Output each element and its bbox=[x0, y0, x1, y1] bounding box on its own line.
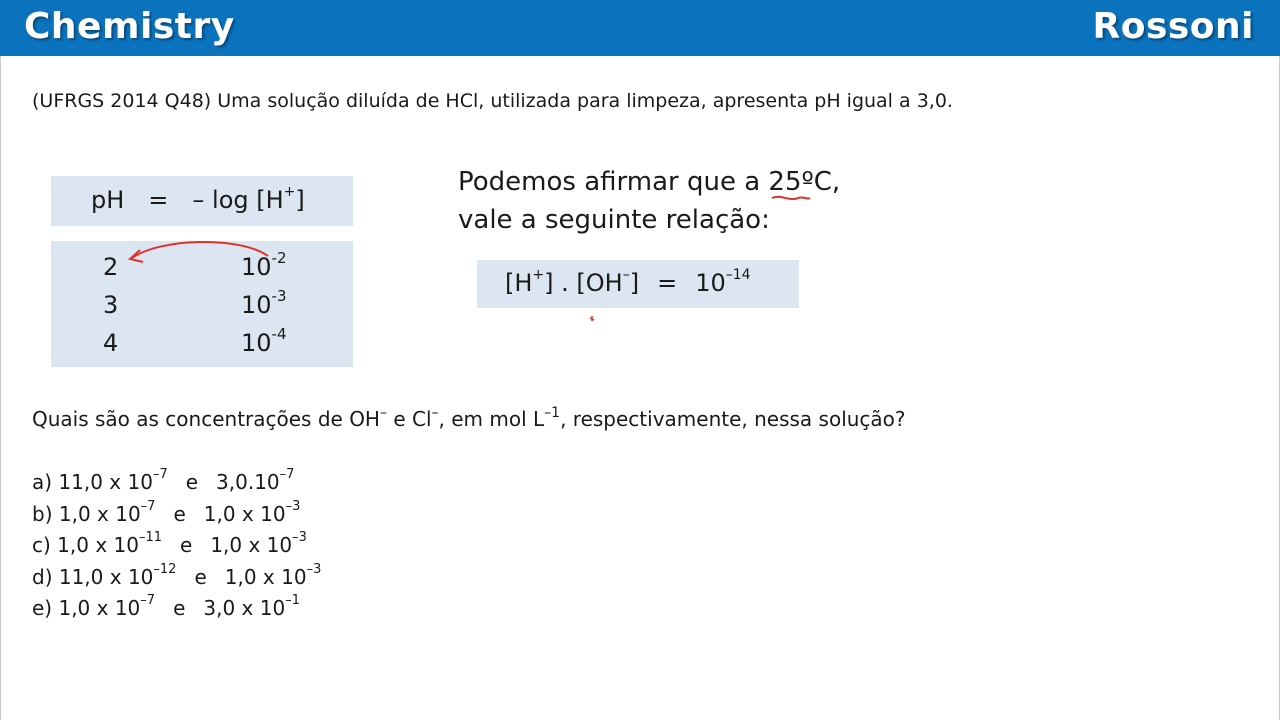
ph-value: 3 bbox=[103, 291, 119, 319]
prompt-text: Quais são as concentrações de OH– e Cl–, em mol $L^{-1}$, respectivamente, nessa solução? bbox=[32, 405, 906, 431]
option-c: c) 1,0 x $10^{-11}$ e 1,0 x $10^{-3}$ bbox=[32, 530, 307, 557]
subject-title: Chemistry bbox=[24, 6, 235, 47]
option-d: d) 11,0 x $10^{-12}$ e 1,0 x $10^{-3}$ bbox=[32, 561, 322, 589]
ph-plus: + bbox=[283, 184, 296, 200]
ph-table bbox=[51, 241, 353, 367]
statement-text: Podemos afirmar que a 25ºC, vale a seguinte relação: bbox=[458, 167, 841, 235]
concentration: $10^{-2}$ bbox=[241, 249, 287, 281]
ph-formula-box bbox=[51, 176, 353, 226]
ph-equals: = bbox=[148, 186, 169, 214]
concentration: $10^{-4}$ bbox=[241, 325, 287, 357]
ph-formula bbox=[91, 186, 305, 214]
frame-border-left bbox=[0, 56, 1, 720]
ph-close: ] bbox=[295, 186, 305, 214]
option-e: e) 1,0 x $10^{-7}$ e 3,0 x $10^{-1}$ bbox=[32, 593, 300, 620]
temperature: 25ºC bbox=[768, 167, 832, 197]
ph-lhs: pH bbox=[91, 186, 125, 214]
option-b: b) 1,0 x $10^{-7}$ e 1,0 x $10^{-3}$ bbox=[32, 498, 301, 526]
water-constant-box bbox=[477, 260, 799, 308]
author-title: Rossoni bbox=[1092, 6, 1254, 47]
answer-options bbox=[32, 467, 322, 628]
title-bar bbox=[0, 0, 1280, 56]
ph-value: 2 bbox=[103, 253, 119, 281]
concentration: $10^{-3}$ bbox=[241, 287, 287, 319]
question-text: (UFRGS 2014 Q48) Uma solução diluída de HCl, utilizada para limpeza, apresenta pH igual a 3,0. bbox=[32, 90, 953, 112]
ph-rhs: – log [H bbox=[192, 186, 284, 214]
mark-annotation bbox=[590, 316, 594, 321]
ph-value: 4 bbox=[103, 329, 119, 357]
water-constant-formula: [H+] . $[OH^-] = 10^{-14}$ bbox=[505, 267, 751, 297]
option-a: a) 11,0 x $10^{-7}$ e $3,0.10^{-7}$ bbox=[32, 467, 295, 494]
